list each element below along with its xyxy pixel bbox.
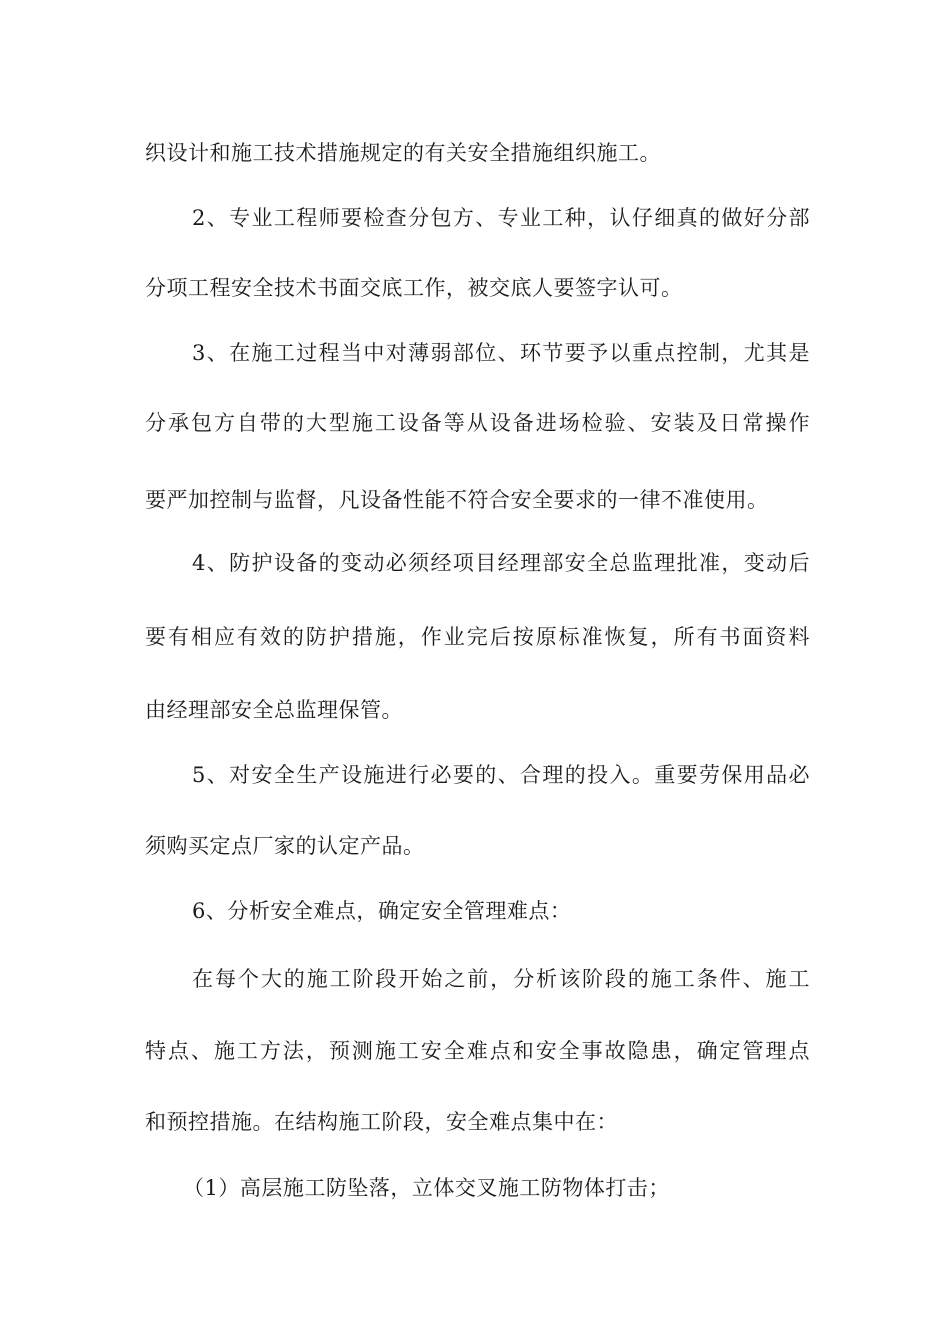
paragraph-3-line-2: 分承包方自带的大型施工设备等从设备进场检验、安装及日常操作 bbox=[145, 411, 810, 435]
paragraph-5-line-2: 须购买定点厂家的认定产品。 bbox=[145, 834, 425, 858]
list-item-1: （1）高层施工防坠落，立体交叉施工防物体打击； bbox=[183, 1176, 670, 1200]
paragraph-2-line-1: 2、专业工程师要检查分包方、专业工种，认仔细真的做好分部 bbox=[192, 206, 810, 230]
paragraph-4-line-3: 由经理部安全总监理保管。 bbox=[145, 698, 403, 722]
paragraph-2-line-2: 分项工程安全技术书面交底工作，被交底人要签字认可。 bbox=[145, 276, 683, 300]
paragraph-4-line-1: 4、防护设备的变动必须经项目经理部安全总监理批准，变动后 bbox=[192, 551, 810, 575]
paragraph-3-line-3: 要严加控制与监督，凡设备性能不符合安全要求的一律不准使用。 bbox=[145, 488, 769, 512]
paragraph-3-line-1: 3、在施工过程当中对薄弱部位、环节要予以重点控制，尤其是 bbox=[192, 341, 810, 365]
paragraph-5-line-1: 5、对安全生产设施进行必要的、合理的投入。重要劳保用品必 bbox=[192, 763, 810, 787]
paragraph-7-line-2: 特点、施工方法，预测施工安全难点和安全事故隐患，确定管理点 bbox=[145, 1039, 810, 1063]
paragraph-6-heading: 6、分析安全难点，确定安全管理难点： bbox=[192, 899, 572, 923]
paragraph-7-line-1: 在每个大的施工阶段开始之前，分析该阶段的施工条件、施工 bbox=[192, 967, 810, 991]
paragraph-7-line-3: 和预控措施。在结构施工阶段，安全难点集中在： bbox=[145, 1110, 618, 1134]
paragraph-4-line-2: 要有相应有效的防护措施，作业完后按原标准恢复，所有书面资料 bbox=[145, 625, 810, 649]
paragraph-line-1: 织设计和施工技术措施规定的有关安全措施组织施工。 bbox=[145, 141, 661, 165]
